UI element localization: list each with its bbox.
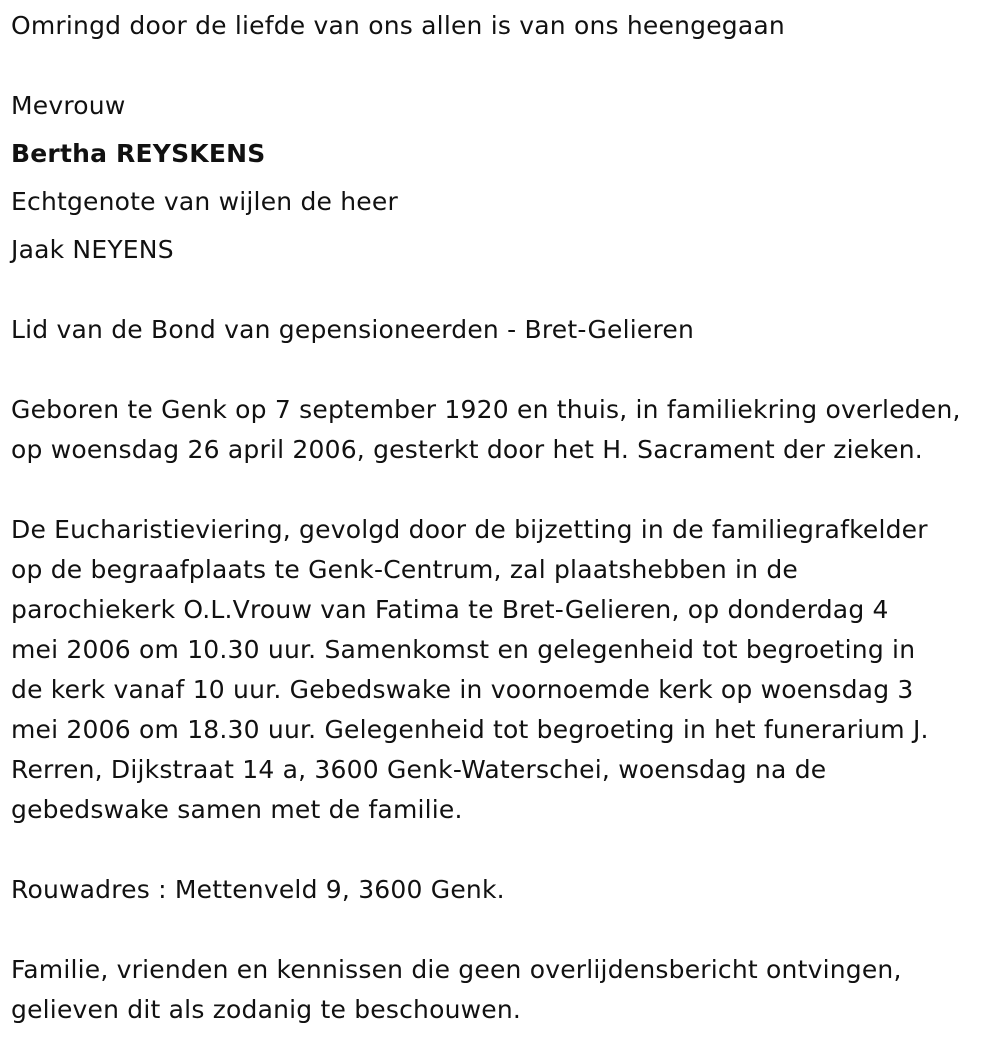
intro-text: Omringd door de liefde van ons allen is van ons heengegaan xyxy=(11,11,785,40)
paragraph-line: gelieven dit als zodanig te beschouwen. xyxy=(11,995,522,1024)
deceased-name: Bertha REYSKENS xyxy=(11,139,266,168)
title-prefix: Mevrouw xyxy=(11,91,126,120)
mourning-address: Rouwadres : Mettenveld 9, 3600 Genk. xyxy=(11,875,505,904)
paragraph-line: mei 2006 om 18.30 uur. Gelegenheid tot begroeting in het funerarium J. xyxy=(11,715,929,744)
paragraph-line: de kerk vanaf 10 uur. Gebedswake in voornoemde kerk op woensdag 3 xyxy=(11,675,914,704)
paragraph-line: mei 2006 om 10.30 uur. Samenkomst en gelegenheid tot begroeting in xyxy=(11,635,916,664)
spouse-name: Jaak NEYENS xyxy=(11,235,174,264)
closing-paragraph xyxy=(11,950,996,1030)
ceremony-paragraph xyxy=(11,510,996,830)
birth-death-paragraph xyxy=(11,390,996,470)
paragraph-line: Familie, vrienden en kennissen die geen overlijdensbericht ontvingen, xyxy=(11,955,902,984)
paragraph-line: gebedswake samen met de familie. xyxy=(11,795,463,824)
paragraph-line: parochiekerk O.L.Vrouw van Fatima te Bret-Gelieren, op donderdag 4 xyxy=(11,595,889,624)
death-notice xyxy=(11,6,996,1030)
paragraph-line: Rerren, Dijkstraat 14 a, 3600 Genk-Waterschei, woensdag na de xyxy=(11,755,827,784)
paragraph-line: Geboren te Genk op 7 september 1920 en thuis, in familiekring overleden, xyxy=(11,395,961,424)
paragraph-line: op de begraafplaats te Genk-Centrum, zal plaatshebben in de xyxy=(11,555,798,584)
paragraph-line: op woensdag 26 april 2006, gesterkt door het H. Sacrament der zieken. xyxy=(11,435,923,464)
membership-text: Lid van de Bond van gepensioneerden - Bret-Gelieren xyxy=(11,315,695,344)
spouse-relation: Echtgenote van wijlen de heer xyxy=(11,187,398,216)
paragraph-line: De Eucharistieviering, gevolgd door de bijzetting in de familiegrafkelder xyxy=(11,515,928,544)
